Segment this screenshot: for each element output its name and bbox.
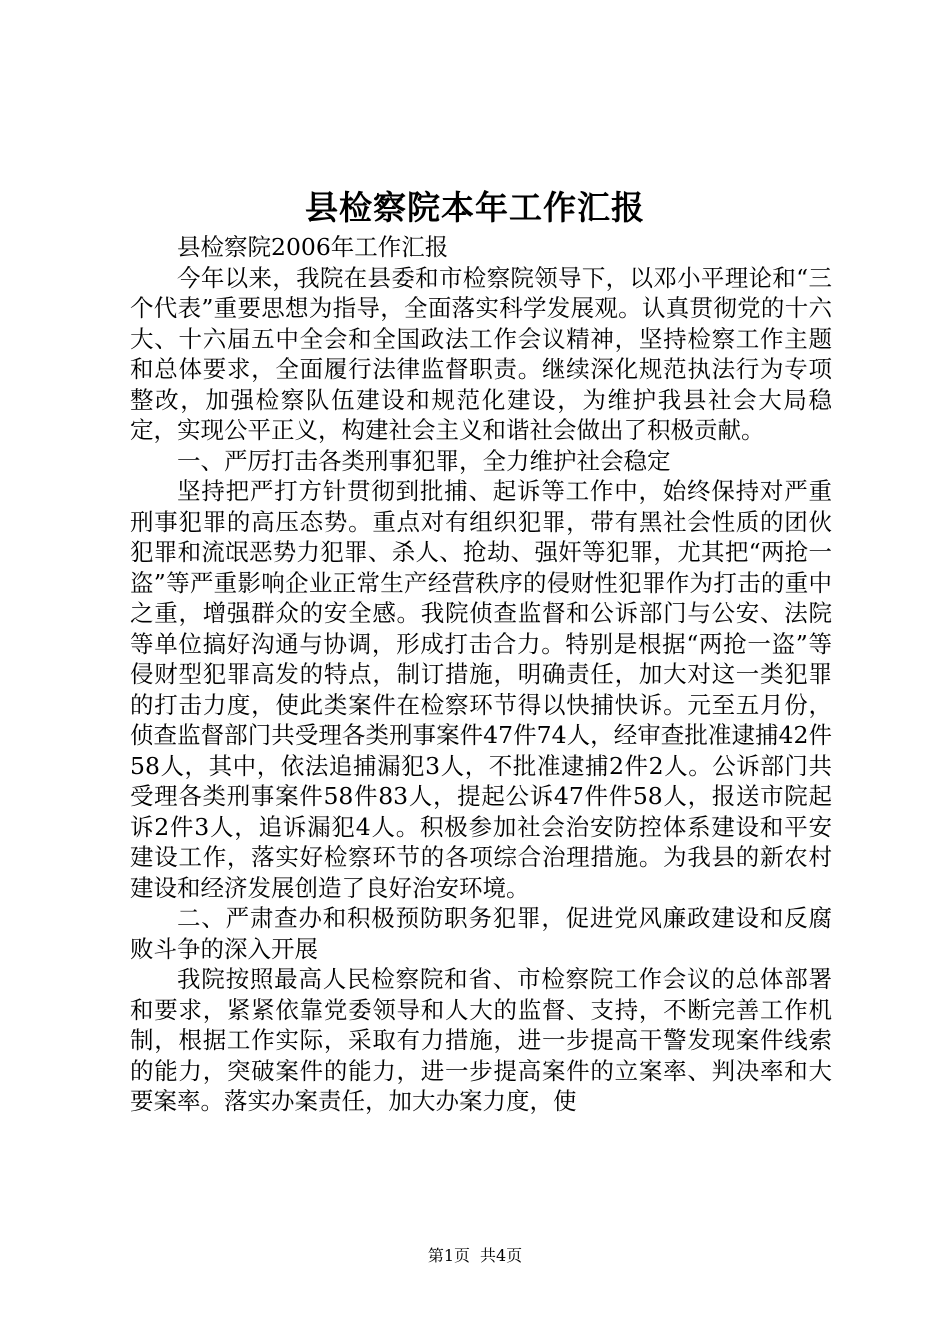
page-number: 第1页 bbox=[427, 1246, 470, 1265]
subtitle-paragraph: 县检察院2006年工作汇报 bbox=[177, 233, 449, 261]
section-heading-1: 一、严厉打击各类刑事犯罪，全力维护社会稳定 bbox=[177, 446, 671, 475]
intro-paragraph: 今年以来，我院在县委和市检察院领导下，以邓小平理论和“三个代表”重要思想为指导，全面落实科学发展观。认真贯彻党的十六大、十六届五中全会和全国政法工作会议精神，坚持检察工作主题和总体要求，全面履行法律监督职责。继续深化规范执法行为专项整改，加强检察队伍建设和规范化建设，为维护我县社会大局稳定，实现公平正义，构建社会主义和谐社会做出了积极贡献。 bbox=[130, 263, 832, 444]
section-2-paragraph: 我院按照最高人民检察院和省、市检察院工作会议的总体部署和要求，紧紧依靠党委领导和人大的监督、支持，不断完善工作机制，根据工作实际，采取有力措施，进一步提高干警发现案件线索的能力，突破案件的能力，进一步提高案件的立案率、判决率和大要案率。落实办案责任，加大办案力度，使 bbox=[130, 965, 832, 1115]
document-body bbox=[130, 232, 832, 1117]
section-heading-2: 二、严肃查办和积极预防职务犯罪，促进党风廉政建设和反腐败斗争的深入开展 bbox=[130, 904, 832, 963]
page-footer bbox=[0, 1245, 950, 1267]
page-total: 共4页 bbox=[480, 1246, 523, 1265]
section-1-paragraph: 坚持把严打方针贯彻到批捕、起诉等工作中，始终保持对严重刑事犯罪的高压态势。重点对有组织犯罪，带有黑社会性质的团伙犯罪和流氓恶势力犯罪、杀人、抢劫、强奸等犯罪，尤其把“两抢一盗”等严重影响企业正常生产经营秩序的侵财性犯罪作为打击的重中之重，增强群众的安全感。我院侦查监督和公诉部门与公安、法院等单位搞好沟通与协调，形成打击合力。特别是根据“两抢一盗”等侵财型犯罪高发的特点，制订措施，明确责任，加大对这一类犯罪的打击力度，使此类案件在检察环节得以快捕快诉。元至五月份，侦查监督部门共受理各类刑事案件47件74人，经审查批准逮捕42件58人，其中，依法追捕漏犯3人，不批准逮捕2件2人。公诉部门共受理各类刑事案件58件83人，提起公诉47件件58人，报送市院起诉2件3人，追诉漏犯4人。积极参加社会治安防控体系建设和平安建设工作，落实好检察环节的各项综合治理措施。为我县的新农村建设和经济发展创造了良好治安环境。 bbox=[130, 477, 832, 902]
document-title: 县检察院本年工作汇报 bbox=[305, 188, 645, 227]
